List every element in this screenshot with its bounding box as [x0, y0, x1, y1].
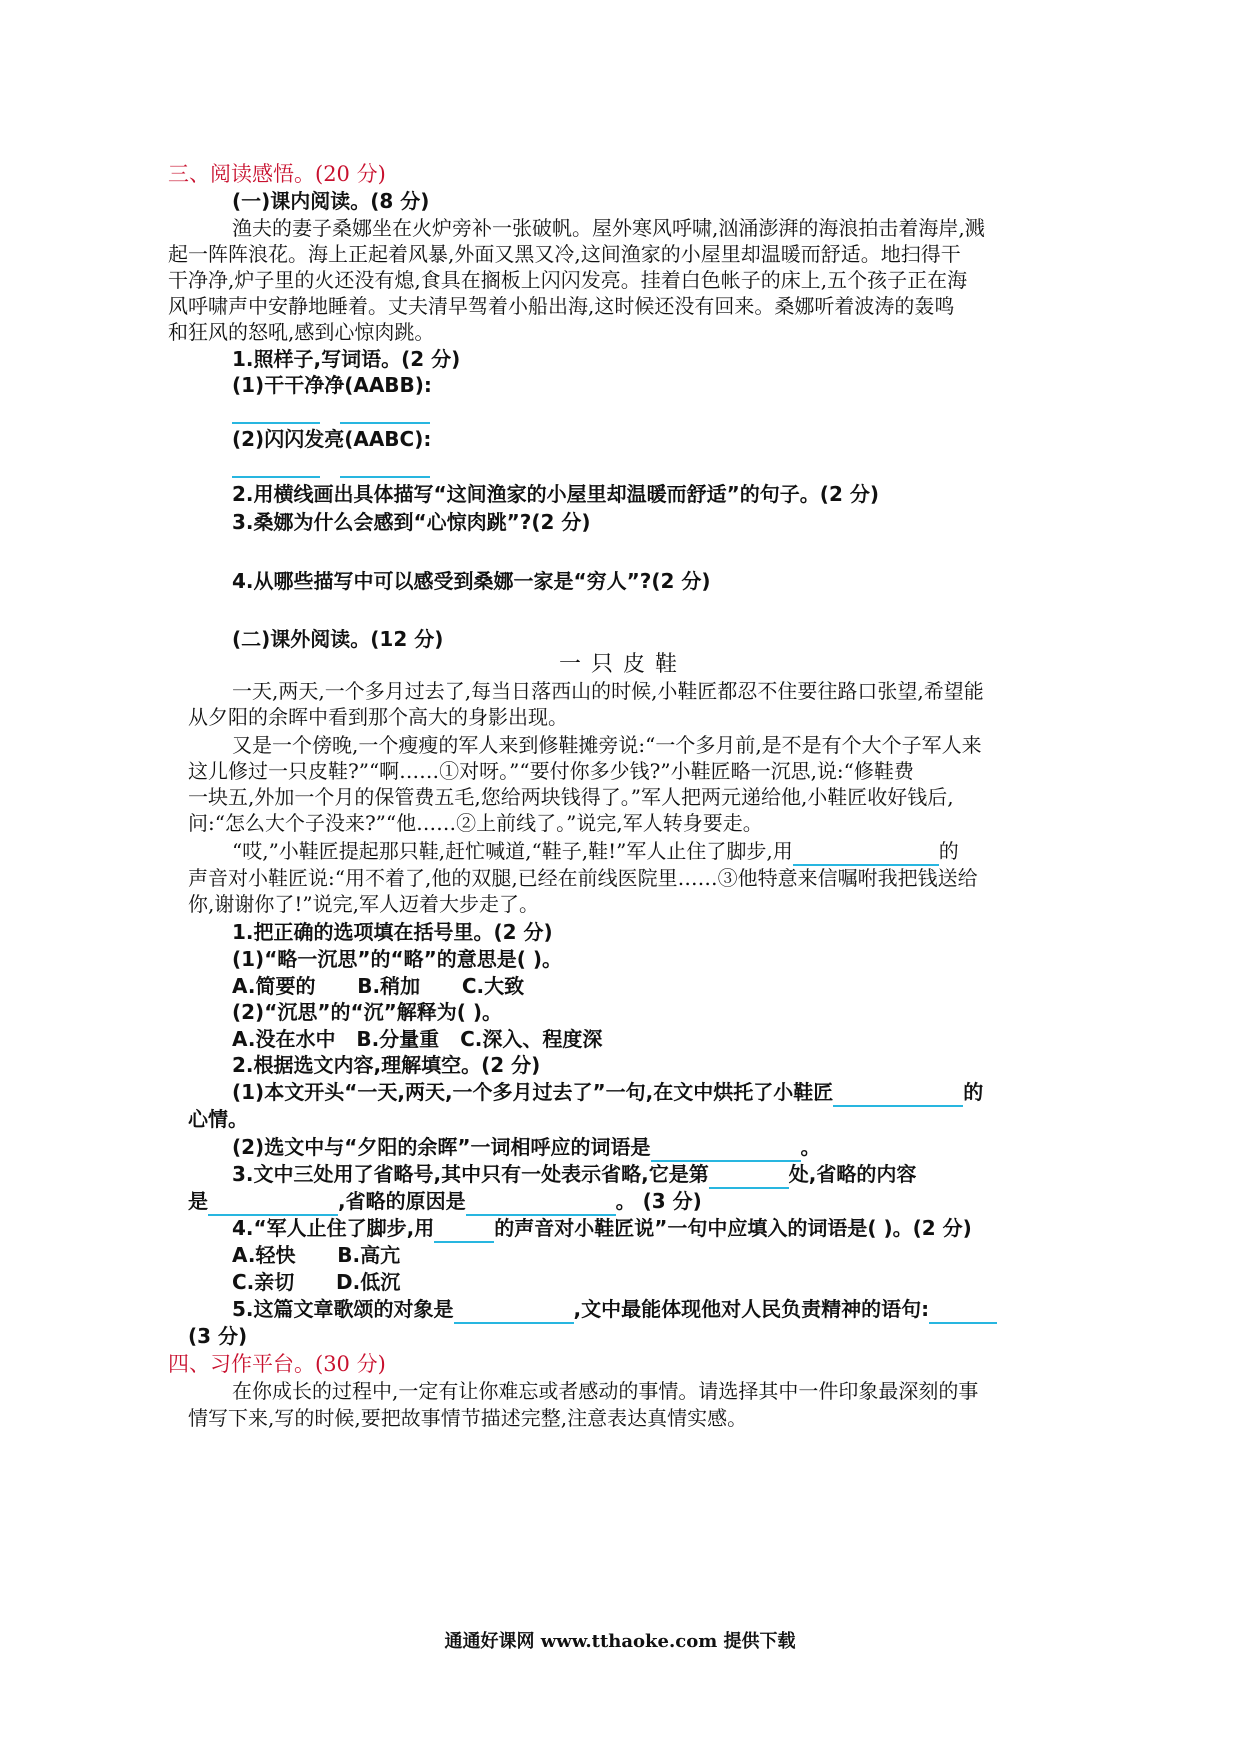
question-text: 。	[800, 1135, 821, 1159]
passage-line: 和狂风的怒吼,感到心惊肉跳。	[168, 320, 435, 344]
p2-question-1b: (2)“沉思”的“沉”解释为( )。	[232, 1000, 503, 1024]
question-text: 4.“军人止住了脚步,用	[232, 1216, 435, 1240]
p2-question-3	[232, 1160, 1058, 1189]
story-line: 又是一个傍晚,一个瘦瘦的军人来到修鞋摊旁说:“一个多月前,是不是有个大个子军人来	[232, 733, 982, 757]
answer-blank[interactable]	[833, 1083, 963, 1107]
writing-prompt-line: 情写下来,写的时候,要把故事情节描述完整,注意表达真情实感。	[188, 1406, 748, 1430]
p2-question-1a: (1)“略一沉思”的“略”的意思是( )。	[232, 947, 563, 971]
p2-question-2b	[232, 1133, 1058, 1162]
question-4: 4.从哪些描写中可以感受到桑娜一家是“穷人”?(2 分)	[232, 569, 711, 593]
question-text: 3.文中三处用了省略号,其中只有一处表示省略,它是第	[232, 1162, 709, 1186]
passage-line: 干净净,炉子里的火还没有熄,食具在搁板上闪闪发亮。挂着白色帐子的床上,五个孩子正在海	[168, 268, 968, 292]
answer-blank[interactable]	[340, 422, 430, 424]
p2-question-4-options: A.轻快 B.高亢	[232, 1243, 401, 1267]
answer-blank[interactable]	[208, 1192, 338, 1216]
question-text: 是	[188, 1189, 208, 1213]
story-line: 一块五,外加一个月的保管费五毛,您给两块钱得了。”军人把两元递给他,小鞋匠收好钱后,	[188, 785, 954, 809]
p2-question-2: 2.根据选文内容,理解填空。(2 分)	[232, 1053, 541, 1077]
question-text: 处,省略的内容	[788, 1162, 917, 1186]
p2-question-3-cont	[188, 1187, 1058, 1216]
question-1-title: 1.照样子,写词语。(2 分)	[232, 347, 461, 371]
p2-question-5	[232, 1295, 1058, 1324]
story-title: 一只皮鞋	[558, 652, 687, 677]
question-text: (1)本文开头“一天,两天,一个多月过去了”一句,在文中烘托了小鞋匠	[232, 1080, 834, 1104]
question-3: 3.桑娜为什么会感到“心惊肉跳”?(2 分)	[232, 510, 591, 534]
story-line: 从夕阳的余晖中看到那个高大的身影出现。	[188, 705, 568, 729]
story-line: 声音对小鞋匠说:“用不着了,他的双腿,已经在前线医院里……③他特意来信嘱咐我把钱送给	[188, 866, 978, 890]
story-line	[232, 837, 1058, 866]
question-2: 2.用横线画出具体描写“这间渔家的小屋里却温暖而舒适”的句子。(2 分)	[232, 482, 879, 506]
answer-blank[interactable]	[929, 1300, 997, 1324]
section-4-title: 四、习作平台。(30 分)	[168, 1352, 386, 1376]
story-line: 这儿修过一只皮鞋?”“啊……①对呀。”“要付你多少钱?”小鞋匠略一沉思,说:“修鞋费	[188, 759, 914, 783]
story-text: “哎,”小鞋匠提起那只鞋,赶忙喊道,“鞋子,鞋!”军人止住了脚步,用	[232, 839, 793, 863]
story-text: 的	[938, 839, 959, 863]
p2-question-1a-options: A.简要的 B.稍加 C.大致	[232, 974, 525, 998]
story-line: 你,谢谢你了!”说完,军人迈着大步走了。	[188, 892, 539, 916]
answer-blank[interactable]	[434, 1219, 494, 1243]
question-text: 5.这篇文章歌颂的对象是	[232, 1297, 454, 1321]
answer-blank[interactable]	[651, 1138, 801, 1162]
p2-question-2a-cont: 心情。	[188, 1107, 248, 1131]
question-text: ,省略的原因是	[338, 1189, 466, 1213]
p2-question-4	[232, 1214, 1058, 1243]
answer-blank[interactable]	[232, 476, 320, 478]
answer-blank[interactable]	[709, 1165, 789, 1189]
section-3-title: 三、阅读感悟。(20 分)	[168, 162, 386, 186]
question-text: 的声音对小鞋匠说”一句中应填入的词语是( )。(2 分)	[494, 1216, 972, 1240]
passage-line: 起一阵阵浪花。海上正起着风暴,外面又黑又冷,这间渔家的小屋里却温暖而舒适。地扫得干	[168, 242, 961, 266]
writing-prompt-line: 在你成长的过程中,一定有让你难忘或者感动的事情。请选择其中一件印象最深刻的事	[232, 1379, 979, 1403]
passage-line: 风呼啸声中安静地睡着。丈夫清早驾着小船出海,这时候还没有回来。桑娜听着波涛的轰鸣	[168, 294, 955, 318]
question-text: 的	[963, 1080, 984, 1104]
question-text: 。 (3 分)	[615, 1189, 702, 1213]
p2-question-5-score: (3 分)	[188, 1324, 248, 1348]
answer-blank[interactable]	[793, 842, 939, 866]
passage-line: 渔夫的妻子桑娜坐在火炉旁补一张破帆。屋外寒风呼啸,汹涌澎湃的海浪拍击着海岸,溅	[232, 216, 985, 240]
answer-blank[interactable]	[466, 1192, 616, 1216]
part-1-title: (一)课内阅读。(8 分)	[232, 189, 430, 213]
footer-credit: 通通好课网 www.tthaoke.com 提供下载	[444, 1631, 796, 1652]
p2-question-1b-options: A.没在水中 B.分量重 C.深入、程度深	[232, 1027, 603, 1051]
story-line: 问:“怎么大个子没来?”“他……②上前线了。”说完,军人转身要走。	[188, 811, 763, 835]
question-text: (2)选文中与“夕阳的余晖”一词相呼应的词语是	[232, 1135, 651, 1159]
story-line: 一天,两天,一个多月过去了,每当日落西山的时候,小鞋匠都忍不住要往路口张望,希望能	[232, 679, 984, 703]
p2-question-4-options: C.亲切 D.低沉	[232, 1270, 401, 1294]
part-2-title: (二)课外阅读。(12 分)	[232, 627, 444, 651]
answer-blank[interactable]	[454, 1300, 574, 1324]
answer-blank[interactable]	[232, 422, 320, 424]
question-1a: (1)干干净净(AABB):	[232, 373, 432, 397]
p2-question-1: 1.把正确的选项填在括号里。(2 分)	[232, 920, 553, 944]
answer-blank[interactable]	[340, 476, 430, 478]
question-1b: (2)闪闪发亮(AABC):	[232, 427, 432, 451]
p2-question-2a	[232, 1078, 1058, 1107]
question-text: ,文中最能体现他对人民负责精神的语句:	[573, 1297, 930, 1321]
